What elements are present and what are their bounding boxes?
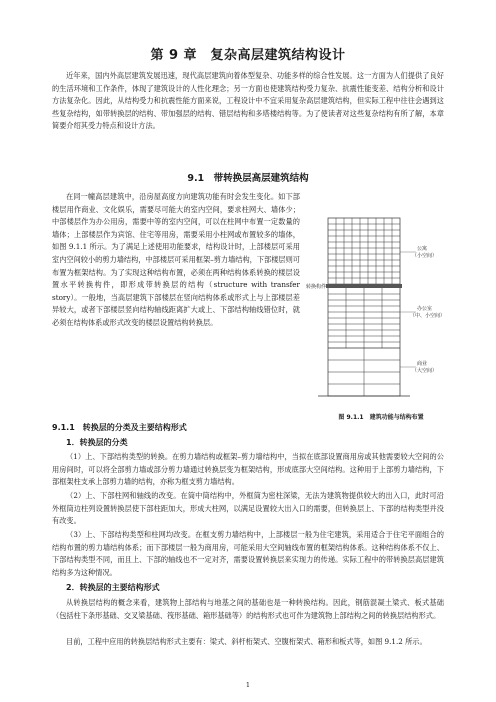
section-title: 9.1 带转换层高层建筑结构 [187, 173, 309, 184]
subsection-title: 9.1.1 转换层的分类及主要结构形式 [52, 423, 187, 432]
label-apartment: 公寓 [417, 246, 428, 252]
figure-building-structure [306, 212, 456, 422]
transfer-member [326, 284, 402, 288]
page-number: 1 [245, 681, 251, 689]
label-office: 办公室 [417, 306, 433, 312]
section-paragraph: 在同一幢高层建筑中，沿房屋高度方向建筑功能有时会发生变化。如下部楼层用作商业、文化娱乐，需要尽可能大的室内空间，要求柱网大、墙体少；中部楼层作为办公用房，需要中等的室内空间，可以在柱网中布置一定数量的墙体；上部楼层作为宾馆、住宅等用房，需要采用小柱网或布置较多的墙体，如图 9.1.1 所示。为了满足上述使用功能要求，结构设计时，上部楼层可采用室内空间较小的剪力墙结构，中部楼层可采用框架–剪力墙结构，下部楼层则可布置为框架结构。为了实现这种结构布置，必须在两种结构体系转换的楼层设置水平转换构件，即形成带转换层的结构（structure with transfer story）。一般地，当高层建筑下部楼层在竖向结构体系或形式上与上部楼层差异较大，或者下部楼层竖向结构轴线距离扩大或上、下部结构轴线错位时，就必须在结构体系或形式改变的楼层设置结构转换层。 [52, 192, 300, 327]
middle-floors [328, 288, 400, 348]
intro-paragraph: 近年来，国内外高层建筑发展迅速，现代高层建筑向着体型复杂、功能多样的综合性发展。这一方面为人们提供了良好的生活环境和工作条件，体现了建筑设计的人性化理念；另一方面也使建筑结构受力复杂、抗震性能变差、结构分析和设计方法复杂化。因此，从结构受力和抗震性能方面来说，工程设计中不宜采用复杂高层建筑结构，但实际工程中往往会遇到这些复杂结构，如带转换层的结构、带加强层的结构、错层结构和多塔楼结构等。为了使读者对这些复杂结构有所了解，本章简要介绍其受力特点和设计方法。 [52, 71, 444, 131]
chapter-title: 第 9 章 复杂高层建筑结构设计 [150, 48, 346, 63]
paragraph-type-3: （3）上、下部结构类型和柱网均改变。在框支剪力墙结构中，上部楼层一般为住宅建筑，采用适合于住宅平面组合的结构布置的剪力墙结构体系；而下部楼层一般为商用房，可能采用大空间轴线布置的框架结构体系。这种结构体系不仅上、下部结构类型不同，而且上、下部的轴线也不一定对齐，需要设置转换层来实现力的传递。实际工程中的带转换层高层建筑结构多为这种情况。 [52, 530, 444, 577]
lower-floors [328, 348, 400, 396]
label-transfer-member: 转换构件 [306, 284, 327, 290]
building-diagram [306, 212, 456, 408]
paragraph-forms-2: 目前，工程中应用的转换层结构形式主要有：梁式、斜杆桁架式、空腹桁架式、箱形和板式等，如图 9.1.2 所示。 [66, 637, 427, 646]
paragraph-type-2: （2）上、下部柱网和轴线的改变。在筒中筒结构中，外框筒为密柱深梁，无法为建筑物提供较大的出入口，此时可沿外框筒边柱列设置转换层使下部柱距加大，形成大柱网，以满足设置较大出入口的需要，但转换层上、下部的结构类型并没有改变。 [52, 491, 444, 526]
label-commercial: 商业 [417, 361, 428, 367]
heading-structural-forms: 2．转换层的主要结构形式 [66, 583, 160, 592]
label-commercial-space: （大空间） [412, 368, 438, 374]
leader-lines [324, 252, 416, 367]
paragraph-type-1: （1）上、下部结构类型的转换。在剪力墙结构或框架–剪力墙结构中，当拟在底部设置商用房或其他需要较大空间的公用房间时，可以将全部剪力墙或部分剪力墙通过转换层变为框架结构，形成底部大空间结构。这种用于上部剪力墙结构，下部框架柱支承上部剪力墙的结构，亦称为框支剪力墙结构。 [52, 452, 444, 487]
label-apartment-space: （小空间） [412, 253, 438, 259]
heading-classification: 1．转换层的分类 [66, 438, 128, 447]
figure-caption: 图 9.1.1 建筑功能与结构布置 [338, 414, 424, 421]
label-office-space: （中、小空间） [410, 313, 446, 319]
paragraph-forms-1: 从转换层结构的概念来看，建筑物上部结构与地基之间的基础也是一种转换结构。因此，钢筋混凝土梁式、板式基础（包括柱下条形基础、交叉梁基础、筏形基础、箱形基础等）的结构形式也可作为建筑物上部结构之间的转换层结构形式。 [52, 598, 444, 620]
